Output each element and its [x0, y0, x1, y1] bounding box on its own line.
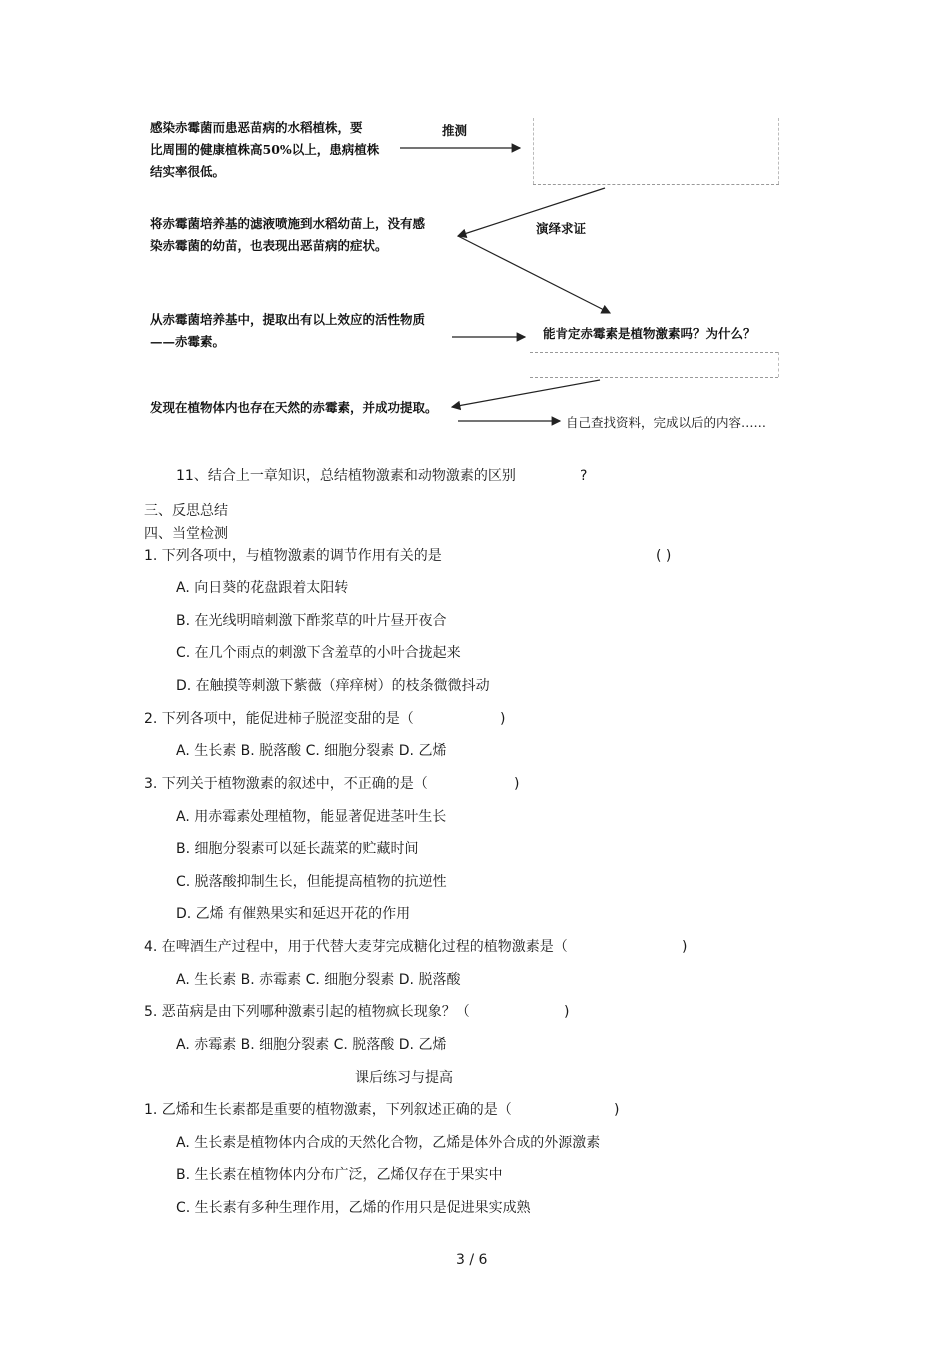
diagram-label-deduce: 演绎求证 — [536, 221, 587, 236]
question-11-mark: ? — [580, 468, 588, 484]
page-number: 3 / 6 — [456, 1252, 488, 1268]
diagram-box4: 发现在植物体内也存在天然的赤霉素，并成功提取。 — [150, 400, 438, 415]
after-question-1-paren: ) — [614, 1102, 620, 1118]
diagram-box2-line1: 将赤霉菌培养基的滤液喷施到水稻幼苗上，没有感 — [150, 216, 426, 231]
question-5-options: A. 赤霉素 B. 细胞分裂素 C. 脱落酸 D. 乙烯 — [176, 1037, 447, 1053]
diagram-box1-line1: 感染赤霉菌而患恶苗病的水稻植株，要 — [150, 120, 363, 135]
question-3-option-b: B. 细胞分裂素可以延长蔬菜的贮藏时间 — [176, 841, 419, 857]
section-reflection: 三、反思总结 — [144, 503, 228, 519]
question-2-options: A. 生长素 B. 脱落酸 C. 细胞分裂素 D. 乙烯 — [176, 743, 447, 759]
question-1-option-d: D. 在触摸等刺激下紫薇（痒痒树）的枝条微微抖动 — [176, 678, 490, 694]
diagram-box3-line1: 从赤霉菌培养基中，提取出有以上效应的活性物质 — [150, 312, 426, 327]
diagram-label-infer: 推测 — [442, 123, 468, 138]
diagram-box2-line2: 染赤霉菌的幼苗，也表现出恶苗病的症状。 — [150, 238, 388, 253]
diagram-box1-line3: 结实率很低。 — [150, 164, 226, 179]
question-1-stem: 1. 下列各项中，与植物激素的调节作用有关的是 — [144, 548, 442, 564]
question-3-option-d: D. 乙烯 有催熟果实和延迟开花的作用 — [176, 906, 411, 922]
question-1-option-a: A. 向日葵的花盘跟着太阳转 — [176, 580, 349, 596]
after-question-1-stem: 1. 乙烯和生长素都是重要的植物激素，下列叙述正确的是（ — [144, 1102, 512, 1118]
question-3-paren: ) — [514, 776, 520, 792]
after-question-1-option-a: A. 生长素是植物体内合成的天然化合物，乙烯是体外合成的外源激素 — [176, 1135, 601, 1151]
diagram-arrows — [0, 0, 950, 450]
question-2-paren: ) — [500, 711, 506, 727]
question-1-paren: ( ) — [656, 548, 672, 564]
question-4-paren: ) — [682, 939, 688, 955]
question-11: 11、结合上一章知识，总结植物激素和动物激素的区别 — [176, 468, 516, 484]
diagram-box1-line2: 比周围的健康植株高50%以上，患病植株 — [150, 142, 380, 157]
arrow-deduce-left — [458, 188, 605, 236]
question-1-option-b: B. 在光线明暗刺激下酢浆草的叶片昼开夜合 — [176, 613, 447, 629]
diagram-box3-line2: ——赤霉素。 — [150, 334, 226, 349]
after-question-1-option-b: B. 生长素在植物体内分布广泛，乙烯仅存在于果实中 — [176, 1167, 503, 1183]
arrow-natural — [452, 380, 600, 407]
after-question-1-option-c: C. 生长素有多种生理作用，乙烯的作用只是促进果实成熟 — [176, 1200, 531, 1216]
question-4-stem: 4. 在啤酒生产过程中，用于代替大麦芽完成糖化过程的植物激素是（ — [144, 939, 568, 955]
arrow-deduce-right — [458, 236, 610, 313]
section-in-class-test: 四、当堂检测 — [144, 526, 228, 542]
question-5-stem: 5. 恶苗病是由下列哪种激素引起的植物疯长现象？（ — [144, 1004, 470, 1020]
after-class-title: 课后练习与提高 — [355, 1070, 453, 1086]
diagram-question-box: 能肯定赤霉素是植物激素吗？为什么？ — [543, 326, 756, 341]
question-3-stem: 3. 下列关于植物激素的叙述中，不正确的是（ — [144, 776, 428, 792]
question-4-options: A. 生长素 B. 赤霉素 C. 细胞分裂素 D. 脱落酸 — [176, 972, 461, 988]
question-1-option-c: C. 在几个雨点的刺激下含羞草的小叶合拢起来 — [176, 645, 461, 661]
question-2-stem: 2. 下列各项中，能促进柿子脱涩变甜的是（ — [144, 711, 414, 727]
question-3-option-c: C. 脱落酸抑制生长，但能提高植物的抗逆性 — [176, 874, 447, 890]
question-5-paren: ) — [564, 1004, 570, 1020]
question-3-option-a: A. 用赤霉素处理植物，能显著促进茎叶生长 — [176, 809, 447, 825]
diagram-self-research: 自己查找资料，完成以后的内容…… — [566, 415, 767, 430]
